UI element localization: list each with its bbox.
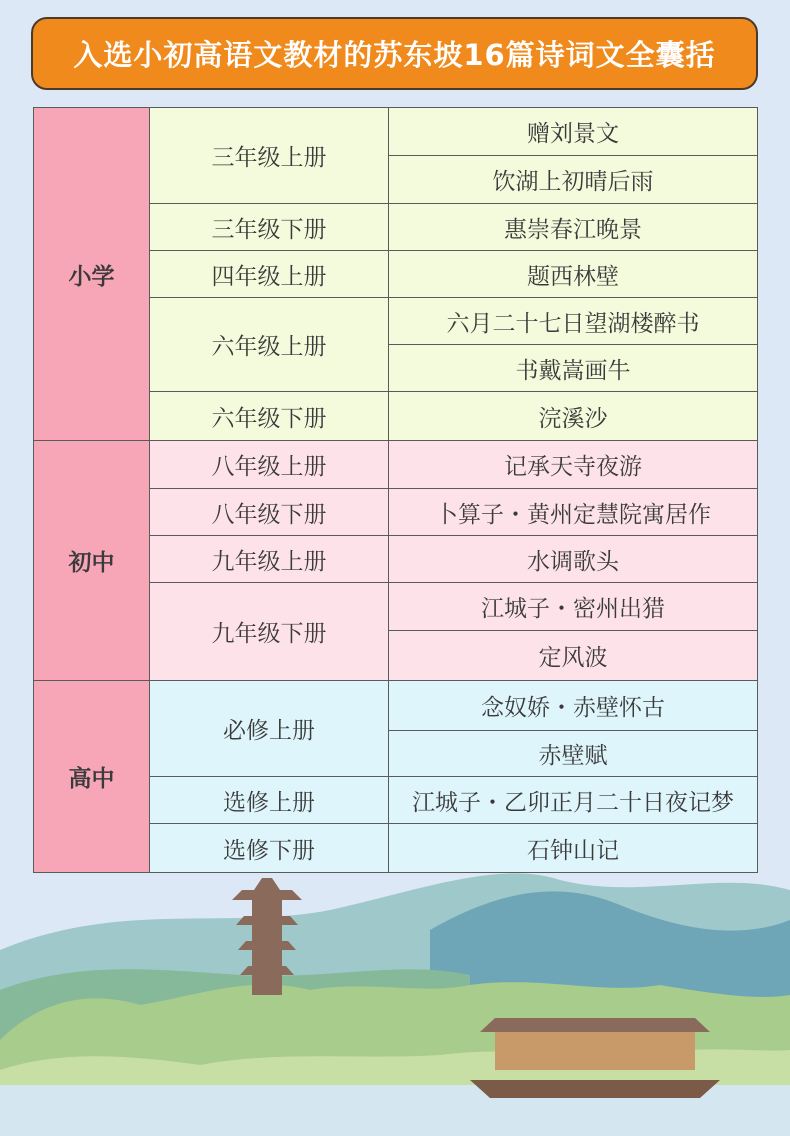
work-cell: 卜算子・黄州定慧院寓居作	[389, 489, 758, 536]
table-row	[34, 108, 758, 156]
work-cell: 赠刘景文	[389, 108, 758, 156]
work-cell: 石钟山记	[389, 824, 758, 873]
work-cell: 题西林壁	[389, 251, 758, 298]
grade-cell: 六年级上册	[150, 298, 389, 392]
title-banner	[31, 17, 758, 90]
grade-cell: 选修下册	[150, 824, 389, 873]
title-text: 入选小初高语文教材的苏东坡16篇诗词文全囊括	[73, 38, 716, 72]
textbook-table	[33, 107, 758, 873]
work-cell: 江城子・乙卯正月二十日夜记梦	[389, 777, 758, 824]
work-cell: 书戴嵩画牛	[389, 345, 758, 392]
stage-cell-high: 高中	[34, 681, 150, 873]
grade-cell: 四年级上册	[150, 251, 389, 298]
grade-cell: 八年级上册	[150, 441, 389, 489]
work-cell: 惠崇春江晚景	[389, 204, 758, 251]
work-cell: 赤壁赋	[389, 731, 758, 777]
grade-cell: 选修上册	[150, 777, 389, 824]
work-cell: 六月二十七日望湖楼醉书	[389, 298, 758, 345]
table-row	[34, 681, 758, 731]
work-cell: 念奴娇・赤壁怀古	[389, 681, 758, 731]
work-cell: 浣溪沙	[389, 392, 758, 441]
stage-cell-primary: 小学	[34, 108, 150, 441]
work-cell: 江城子・密州出猎	[389, 583, 758, 631]
work-cell: 记承天寺夜游	[389, 441, 758, 489]
grade-cell: 必修上册	[150, 681, 389, 777]
table-row	[34, 441, 758, 489]
work-cell: 水调歌头	[389, 536, 758, 583]
grade-cell: 八年级下册	[150, 489, 389, 536]
grade-cell: 九年级下册	[150, 583, 389, 681]
stage-cell-middle: 初中	[34, 441, 150, 681]
grade-cell: 三年级上册	[150, 108, 389, 204]
work-cell: 定风波	[389, 631, 758, 681]
grade-cell: 九年级上册	[150, 536, 389, 583]
grade-cell: 六年级下册	[150, 392, 389, 441]
work-cell: 饮湖上初晴后雨	[389, 156, 758, 204]
grade-cell: 三年级下册	[150, 204, 389, 251]
